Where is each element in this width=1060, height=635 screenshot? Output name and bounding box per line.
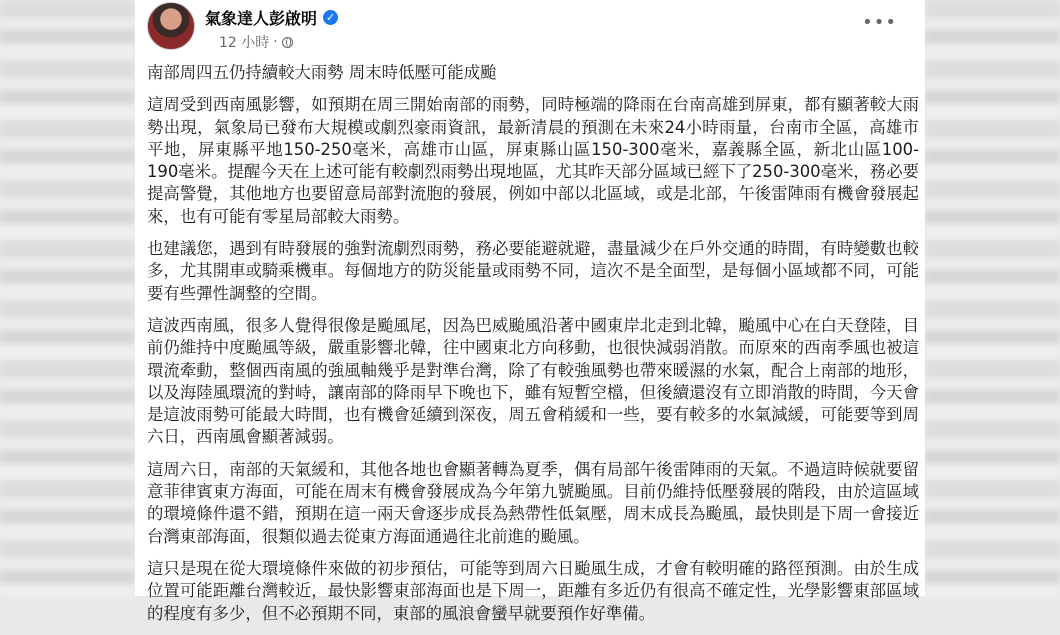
author-row (205, 6, 338, 29)
post-paragraph: 這周受到西南風影響，如預期在周三開始南部的雨勢，同時極端的降雨在台南高雄到屏東，都有顯著較大雨勢出現，氣象局已發布大規模或劇烈豪雨資訊，最新清晨的預測在未來24小時雨量，台南市全區，高雄市平地，屏東縣平地150-250毫米，高雄市山區，屏東縣山區150-300毫米，嘉義縣全區，新北山區100-190毫米。提醒今天在上述可能有較劇烈雨勢出現地區，尤其昨天部分區域已經下了250-300毫米，務必要提高警覺，其他地方也要留意局部對流胞的發展，例如中部以北區域，或是北部，午後雷陣雨有機會發展起來，也有可能有零星局部較大雨勢。 (147, 95, 919, 226)
post-title: 南部周四五仍持續較大雨勢 周末時低壓可能成颱 (147, 63, 497, 82)
more-options-icon[interactable]: ••• (862, 12, 897, 33)
post-paragraph: 也建議您，遇到有時發展的強對流劇烈雨勢，務必要能避就避，盡量減少在戶外交通的時間，有時變數也較多，尤其開車或騎乘機車。每個地方的防災能量或雨勢不同，這次不是全面型，是每個小區域都不同，可能要有些彈性調整的空間。 (147, 239, 919, 303)
post-content (147, 62, 919, 635)
public-globe-icon (282, 37, 293, 48)
verified-badge-icon: ✓ (323, 10, 338, 25)
meta-separator: · (273, 34, 278, 50)
post-paragraph: 這波西南風，很多人覺得很像是颱風尾，因為巴威颱風沿著中國東岸北走到北韓，颱風中心在白天登陸，目前仍維持中度颱風等級，嚴重影響北韓，往中國東北方向移動，也很快減弱消散。而原來的西南季風也被這環流牽動，整個西南風的強風軸幾乎是對準台灣，除了有較強風勢也帶來暖濕的水氣，配合上南部的地形，以及海陸風環流的對峙，讓南部的降雨早下晚也下，雖有短暫空檔，但後續還沒有立即消散的時間，今天會是這波雨勢可能最大時間，也有機會延續到深夜，周五會稍緩和一些，要有較多的水氣減緩，可能要等到周六日，西南風會顯著減弱。 (147, 315, 919, 447)
post-timestamp[interactable]: 12 小時 (219, 35, 270, 51)
post-header (147, 2, 913, 52)
avatar[interactable] (147, 2, 195, 50)
facebook-post (135, 0, 925, 623)
blurred-background-right (925, 0, 1060, 596)
post-paragraph: 這周六日，南部的天氣緩和，其他各地也會顯著轉為夏季，偶有局部午後雷陣雨的天氣。不過這時候就要留意菲律賓東方海面，可能在周末有機會發展成為今年第九號颱風。目前仍維持低壓發展的階段，由於這區域的環境條件還不錯，預期在這一兩天會逐步成長為熱帶性低氣壓，周末成長為颱風，最快則是下周一會接近台灣東部海面，很類似過去從東方海面通過往北前進的颱風。 (147, 459, 919, 546)
post-paragraph: 這只是現在從大環境條件來做的初步預估，可能等到周六日颱風生成，才會有較明確的路徑預測。由於生成位置可能距離台灣較近，最快影響東部海面也是下周一，距離有多近仍有很高不確定性，光學影響東部區域的程度有多少，但不必預期不同，東部的風浪會蠻早就要預作好準備。 (147, 558, 919, 623)
blurred-background-left (0, 0, 135, 596)
post-meta (219, 32, 293, 52)
author-name[interactable]: 氣象達人彭啟明 (205, 9, 318, 28)
